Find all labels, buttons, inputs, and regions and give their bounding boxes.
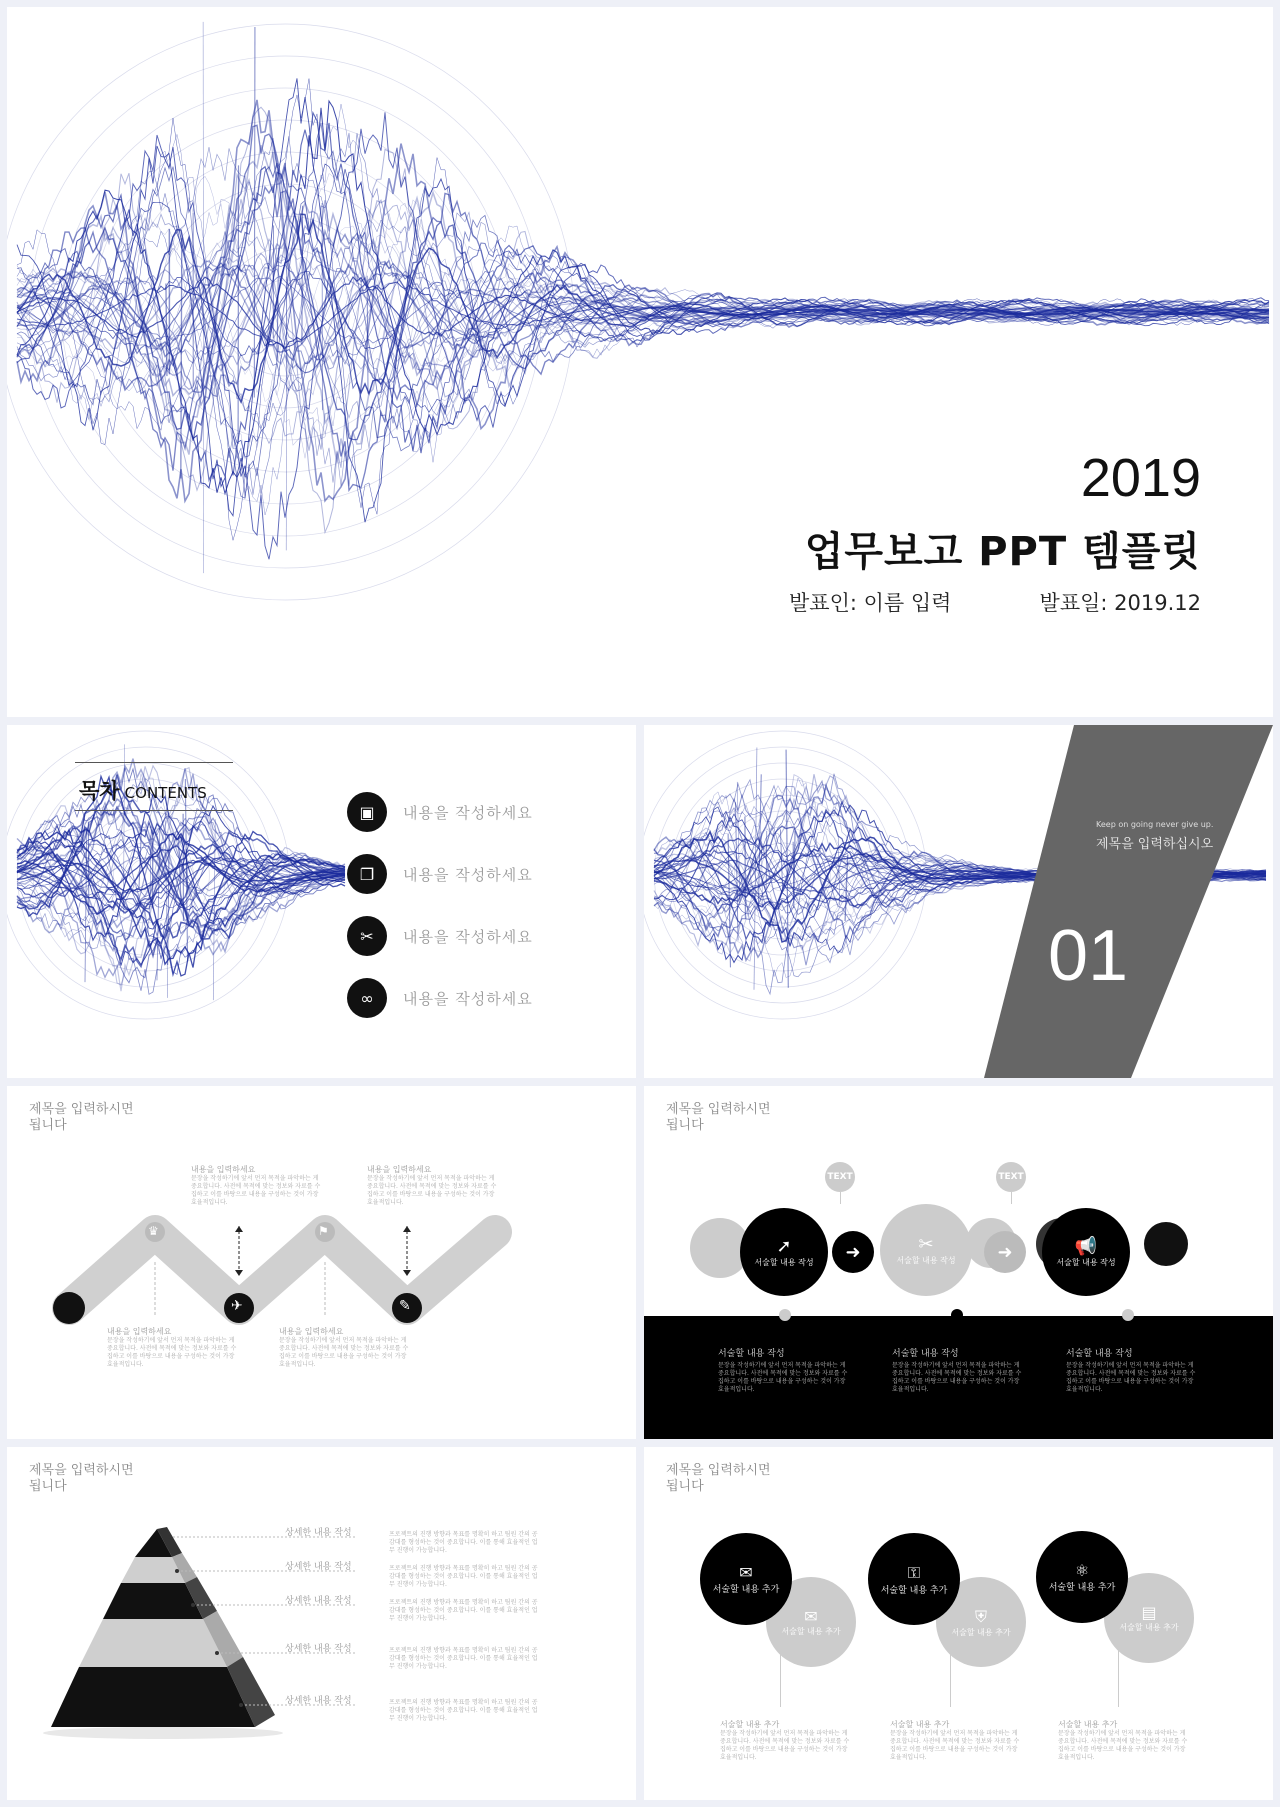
zigzag-path (7, 1086, 636, 1439)
cover-title: 업무보고 PPT 템플릿 (804, 529, 1201, 575)
zigzag-bottom-text-1 (107, 1326, 237, 1369)
pyramid-body: 프로젝트의 진행 방향과 목표를 명확히 하고 팀원 간의 공감대를 형성하는 것이 중요합니다. 이를 통해 효율적인 업무 진행이 가능합니다. (389, 1599, 538, 1622)
pyramid-graphic (7, 1447, 636, 1800)
pyramid-body: 프로젝트의 진행 방향과 목표를 명확히 하고 팀원 간의 공감대를 형성하는 것이 중요합니다. 이를 통해 효율적인 업무 진행이 가능합니다. (389, 1699, 538, 1722)
circles-column (892, 1346, 1022, 1394)
feature-circle-label: 서술할 내용 작성 (1056, 1258, 1116, 1267)
circles-column (718, 1346, 848, 1394)
bubble-label: 서술할 내용 추가 (712, 1585, 780, 1595)
text-tag (825, 1162, 855, 1192)
section-number: 01 (1048, 916, 1129, 996)
toc-heading-ko: 목차 (79, 779, 120, 803)
feature-circle (740, 1208, 828, 1296)
mail-icon: ✉ (739, 1563, 753, 1582)
zigzag-slide (7, 1086, 636, 1439)
bubbles-column-title: 서술할 내용 추가 (1058, 1720, 1118, 1729)
toc-item-label: 내용을 작성하세요 (403, 927, 533, 946)
shield-refresh-icon: ⛨ (974, 1606, 987, 1626)
toc-heading (79, 775, 207, 805)
tag-connector (840, 1192, 841, 1204)
bubbles-column (1058, 1719, 1188, 1762)
toc-heading-en: CONTENTS (124, 784, 207, 802)
zigzag-body: 문장을 작성하기에 앞서 먼저 목적을 파악하는 게 중요합니다. 사전에 목적에 맞는 정보와 자료를 수집하고 이를 바탕으로 내용을 구성하는 것이 가장 효율적입니다. (191, 1175, 321, 1206)
trophy-icon: ♛ (148, 1224, 159, 1238)
circles-column-title: 서술할 내용 작성 (718, 1349, 785, 1359)
marker-dot (779, 1309, 791, 1321)
circles-column-body: 문장을 작성하기에 앞서 먼저 목적을 파악하는 게 중요합니다. 사전에 목적에 맞는 정보와 자료를 수집하고 이를 바탕으로 내용을 구성하는 것이 가장 효율적입니다. (718, 1362, 848, 1393)
pyramid-label: 상세한 내용 작성 (285, 1596, 352, 1606)
marker-dot (1122, 1309, 1134, 1321)
toc-item[interactable] (347, 905, 533, 967)
zigzag-top-label: 내용을 입력하세요 (191, 1165, 256, 1174)
feature-circle-label: 서술할 내용 작성 (896, 1256, 956, 1265)
circles-column-title: 서술할 내용 작성 (892, 1349, 959, 1359)
open-mail-icon: ✉ (804, 1607, 818, 1626)
pyramid-label: 상세한 내용 작성 (285, 1696, 352, 1706)
feature-circle (1042, 1208, 1130, 1296)
slide-title: 제목을 입력하시면 됩니다 (666, 1463, 771, 1494)
tools-icon: ✂ (918, 1234, 934, 1255)
clipboard-clock-icon: ❐ (347, 854, 387, 894)
slide-title: 제목을 입력하시면 됩니다 (29, 1102, 134, 1133)
pyramid-body: 프로젝트의 진행 방향과 목표를 명확히 하고 팀원 간의 공감대를 형성하는 것이 중요합니다. 이를 통해 효율적인 업무 진행이 가능합니다. (389, 1565, 538, 1588)
bubbles-column-title: 서술할 내용 추가 (890, 1720, 950, 1729)
toc-slide (7, 725, 636, 1078)
zigzag-bottom-text-2 (279, 1326, 409, 1369)
slide-title: 제목을 입력하시면 됩니다 (29, 1463, 134, 1494)
zigzag-top-text-1 (191, 1164, 321, 1207)
zigzag-body: 문장을 작성하기에 앞서 먼저 목적을 파악하는 게 중요합니다. 사전에 목적에 맞는 정보와 자료를 수집하고 이를 바탕으로 내용을 구성하는 것이 가장 효율적입니다. (279, 1337, 409, 1368)
pyramid-body: 프로젝트의 진행 방향과 목표를 명확히 하고 팀원 간의 공감대를 형성하는 것이 중요합니다. 이를 통해 효율적인 업무 진행이 가능합니다. (389, 1531, 538, 1554)
tools-icon: ✂ (347, 916, 387, 956)
key-icon: ⚿ (907, 1562, 921, 1582)
bg-circle (1144, 1222, 1188, 1266)
circles-column (1066, 1346, 1196, 1394)
toc-item-label: 내용을 작성하세요 (403, 803, 533, 822)
bubble-label: 서술할 내용 추가 (1119, 1623, 1179, 1632)
zigzag-top-label: 내용을 입력하세요 (367, 1165, 432, 1174)
arrow-right-icon: ➜ (997, 1241, 1013, 1263)
text-tag (996, 1162, 1026, 1192)
section-tagline: Keep on going never give up. (1096, 820, 1214, 829)
folder-icon: ▤ (1141, 1603, 1157, 1622)
pyramid-label: 상세한 내용 작성 (285, 1528, 352, 1538)
toc-list (347, 781, 533, 1029)
toc-item[interactable] (347, 781, 533, 843)
bubbles-column-title: 서술할 내용 추가 (720, 1720, 780, 1729)
marker-dot (951, 1309, 963, 1321)
arrow-right-icon: ➜ (845, 1241, 861, 1263)
bubbles-column (720, 1719, 850, 1762)
feature-bubble-dark (868, 1533, 960, 1625)
section-slide (644, 725, 1273, 1078)
tag-connector (1011, 1192, 1012, 1204)
circles-column-body: 문장을 작성하기에 앞서 먼저 목적을 파악하는 게 중요합니다. 사전에 목적에 맞는 정보와 자료를 수집하고 이를 바탕으로 내용을 구성하는 것이 가장 효율적입니다. (1066, 1362, 1196, 1393)
presentation-icon: ▣ (347, 792, 387, 832)
section-title: 제목을 입력하십시오 (1096, 837, 1214, 852)
cover-date: 발표일: 2019.12 (1039, 591, 1201, 615)
circles-column-body: 문장을 작성하기에 앞서 먼저 목적을 파악하는 게 중요합니다. 사전에 목적에 맞는 정보와 자료를 수집하고 이를 바탕으로 내용을 구성하는 것이 가장 효율적입니다. (892, 1362, 1022, 1393)
toc-rule-top (75, 762, 233, 763)
atom-icon: ⚛ (1074, 1561, 1090, 1580)
toc-item-label: 내용을 작성하세요 (403, 865, 533, 884)
pyramid-slide (7, 1447, 636, 1800)
bubble-label: 서술할 내용 추가 (781, 1627, 841, 1636)
airplane-icon: ✈ (231, 1298, 243, 1314)
bubbles-column (890, 1719, 1020, 1762)
circles-column-title: 서술할 내용 작성 (1066, 1349, 1133, 1359)
arrow-circle (832, 1231, 874, 1273)
signpost-icon: ⚑ (318, 1224, 329, 1238)
zigzag-bottom-label: 내용을 입력하세요 (279, 1327, 344, 1336)
zigzag-bottom-label: 내용을 입력하세요 (107, 1327, 172, 1336)
feature-circle (880, 1204, 972, 1296)
link-icon: ∞ (347, 978, 387, 1018)
bubbles-column-body: 문장을 작성하기에 앞서 먼저 목적을 파악하는 게 중요합니다. 사전에 목적에 맞는 정보와 자료를 수집하고 이를 바탕으로 내용을 구성하는 것이 가장 효율적입니다. (1058, 1730, 1188, 1761)
arrow-circle (984, 1231, 1026, 1273)
megaphone-icon: 📢 (1074, 1236, 1098, 1257)
toc-item[interactable] (347, 843, 533, 905)
pyramid-label: 상세한 내용 작성 (285, 1644, 352, 1654)
pyramid-body: 프로젝트의 진행 방향과 목표를 명확히 하고 팀원 간의 공감대를 형성하는 것이 중요합니다. 이를 통해 효율적인 업무 진행이 가능합니다. (389, 1647, 538, 1670)
feature-bubble-dark (1036, 1531, 1128, 1623)
cover-slide (7, 7, 1273, 717)
toc-rule-bottom (75, 810, 233, 811)
toc-item[interactable] (347, 967, 533, 1029)
text-tag-label: TEXT (827, 1172, 853, 1182)
pyramid-label: 상세한 내용 작성 (285, 1562, 352, 1572)
toc-item-label: 내용을 작성하세요 (403, 989, 533, 1008)
cover-year: 2019 (1080, 448, 1201, 508)
feature-circle-label: 서술할 내용 작성 (754, 1258, 814, 1267)
gray-diagonal-band (644, 725, 1273, 1078)
cover-presenter: 발표인: 이름 입력 (789, 591, 952, 615)
bubbles-slide (644, 1447, 1273, 1800)
bubble-label: 서술할 내용 추가 (880, 1585, 948, 1596)
zigzag-body: 문장을 작성하기에 앞서 먼저 목적을 파악하는 게 중요합니다. 사전에 목적에 맞는 정보와 자료를 수집하고 이를 바탕으로 내용을 구성하는 것이 가장 효율적입니다. (367, 1175, 497, 1206)
bubble-label: 서술할 내용 추가 (951, 1627, 1011, 1637)
sign-icon: ✎ (399, 1298, 411, 1314)
slide-title: 제목을 입력하시면 됩니다 (666, 1102, 771, 1133)
zigzag-body: 문장을 작성하기에 앞서 먼저 목적을 파악하는 게 중요합니다. 사전에 목적에 맞는 정보와 자료를 수집하고 이를 바탕으로 내용을 구성하는 것이 가장 효율적입니다. (107, 1337, 237, 1368)
zigzag-top-text-2 (367, 1164, 497, 1207)
bubbles-column-body: 문장을 작성하기에 앞서 먼저 목적을 파악하는 게 중요합니다. 사전에 목적에 맞는 정보와 자료를 수집하고 이를 바탕으로 내용을 구성하는 것이 가장 효율적입니다. (890, 1730, 1020, 1761)
bubble-label: 서술할 내용 추가 (1048, 1583, 1116, 1593)
bubbles-column-body: 문장을 작성하기에 앞서 먼저 목적을 파악하는 게 중요합니다. 사전에 목적에 맞는 정보와 자료를 수집하고 이를 바탕으로 내용을 구성하는 것이 가장 효율적입니다. (720, 1730, 850, 1761)
rocket-icon: ➚ (776, 1236, 792, 1257)
feature-bubble-dark (700, 1533, 792, 1625)
circles-slide (644, 1086, 1273, 1439)
text-tag-label: TEXT (998, 1172, 1024, 1182)
